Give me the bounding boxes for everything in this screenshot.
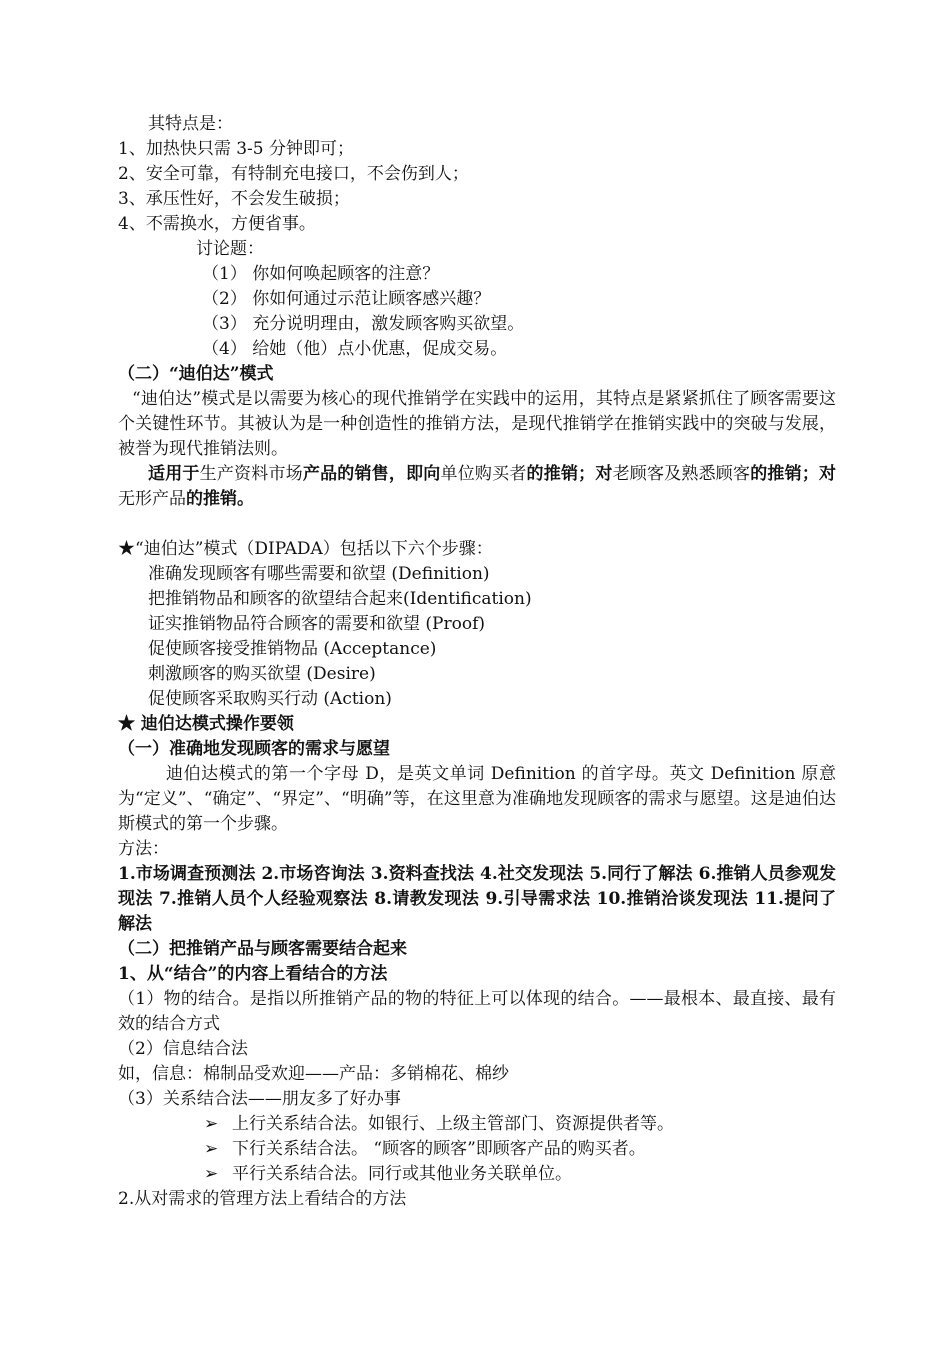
discussion-item: （3） 充分说明理由，激发顾客购买欲望。 [202, 314, 525, 334]
step-item: 证实推销物品符合顾客的需要和欲望 (Proof) [148, 614, 485, 634]
relation-item [118, 1112, 836, 1137]
discussion-label: 讨论题： [196, 239, 264, 259]
applies-text: 老顾客及熟悉顾客 [612, 464, 751, 484]
step-item: 刺激顾客的购买欲望 (Desire) [148, 664, 376, 684]
discussion-item: （1） 你如何唤起顾客的注意？ [202, 264, 440, 284]
step-item: 把推销物品和顾客的欲望结合起来(Identification) [148, 589, 532, 609]
methods-label: 方法： [118, 839, 169, 859]
spacer [118, 512, 836, 537]
dipada-heading: （二）“迪伯达”模式 [118, 364, 274, 384]
subsection-heading: 2.从对需求的管理方法上看结合的方法 [118, 1189, 407, 1209]
arrow-bullet-icon: ➢ [204, 1164, 219, 1184]
subsection-heading: 1、从“结合”的内容上看结合的方法 [118, 964, 388, 984]
essentials-heading: ★ 迪伯达模式操作要领 [118, 714, 294, 734]
applies-text: 生产资料市场 [199, 464, 303, 484]
methods-list: 1.市场调查预测法 2.市场咨询法 3.资料查找法 4.社交发现法 5.同行了解法 6.推销人员参观发现法 7.推销人员个人经验观察法 8.请教发现法 9.引导需求法 10.推销洽谈发现法 11.提问了解法 [118, 864, 836, 934]
steps-intro: ★“迪伯达”模式（DIPADA）包括以下六个步骤： [118, 539, 493, 559]
feature-item: 4、不需换水，方便省事。 [118, 214, 316, 234]
applies-text: 的推销。 [186, 489, 254, 509]
relation-item [118, 1162, 836, 1187]
relation-item [118, 1137, 836, 1162]
discussion-item: （2） 你如何通过示范让顾客感兴趣？ [202, 289, 491, 309]
step-item: 促使顾客采取购买行动 (Action) [148, 689, 392, 709]
combination-item: （3）关系结合法——朋友多了好办事 [118, 1089, 401, 1109]
combination-example: 如，信息：棉制品受欢迎——产品：多销棉花、棉纱 [118, 1064, 509, 1084]
feature-item: 3、承压性好，不会发生破损； [118, 189, 350, 209]
arrow-bullet-icon: ➢ [204, 1114, 219, 1134]
feature-item: 1、加热快只需 3-5 分钟即可； [118, 139, 354, 159]
applies-text: 的推销；对 [526, 464, 613, 484]
combination-item: （2）信息结合法 [118, 1039, 248, 1059]
applies-text: 的推销；对 [750, 464, 837, 484]
definition-paragraph: 迪伯达模式的第一个字母 D，是英文单词 Definition 的首字母。英文 Definition 原意为“定义”、“确定”、“界定”、“明确”等，在这里意为准确地发现顾客的需求与愿望。这是迪伯达斯模式的第一个步骤。 [118, 764, 836, 834]
document-page [118, 112, 836, 1212]
step-item: 准确发现顾客有哪些需要和欲望 (Definition) [148, 564, 490, 584]
features-heading: 其特点是： [148, 114, 233, 134]
relation-text: 平行关系结合法。同行或其他业务关联单位。 [232, 1164, 572, 1184]
relation-text: 下行关系结合法。 “顾客的顾客”即顾客产品的购买者。 [232, 1139, 646, 1159]
dipada-paragraph: “迪伯达”模式是以需要为核心的现代推销学在实践中的运用，其特点是紧紧抓住了顾客需要这个关键性环节。其被认为是一种创造性的推销方法，是现代推销学在推销实践中的突破与发展，被誉为现代推销法则。 [118, 389, 836, 459]
dipada-applies [118, 462, 836, 512]
applies-text: 无形产品 [118, 489, 186, 509]
step-item: 促使顾客接受推销物品 (Acceptance) [148, 639, 437, 659]
section-heading: （二）把推销产品与顾客需要结合起来 [118, 939, 407, 959]
applies-text: 产品的销售，即向 [302, 464, 441, 484]
arrow-bullet-icon: ➢ [204, 1139, 219, 1159]
applies-text: 适用于 [148, 464, 200, 484]
discussion-item: （4） 给她（他）点小优惠，促成交易。 [202, 339, 508, 359]
combination-item: （1）物的结合。是指以所推销产品的物的特征上可以体现的结合。——最根本、最直接、最有效的结合方式 [118, 989, 836, 1034]
feature-item: 2、安全可靠，有特制充电接口，不会伤到人； [118, 164, 469, 184]
relation-text: 上行关系结合法。如银行、上级主管部门、资源提供者等。 [232, 1114, 674, 1134]
applies-text: 单位购买者 [440, 464, 527, 484]
section-heading: （一）准确地发现顾客的需求与愿望 [118, 739, 390, 759]
